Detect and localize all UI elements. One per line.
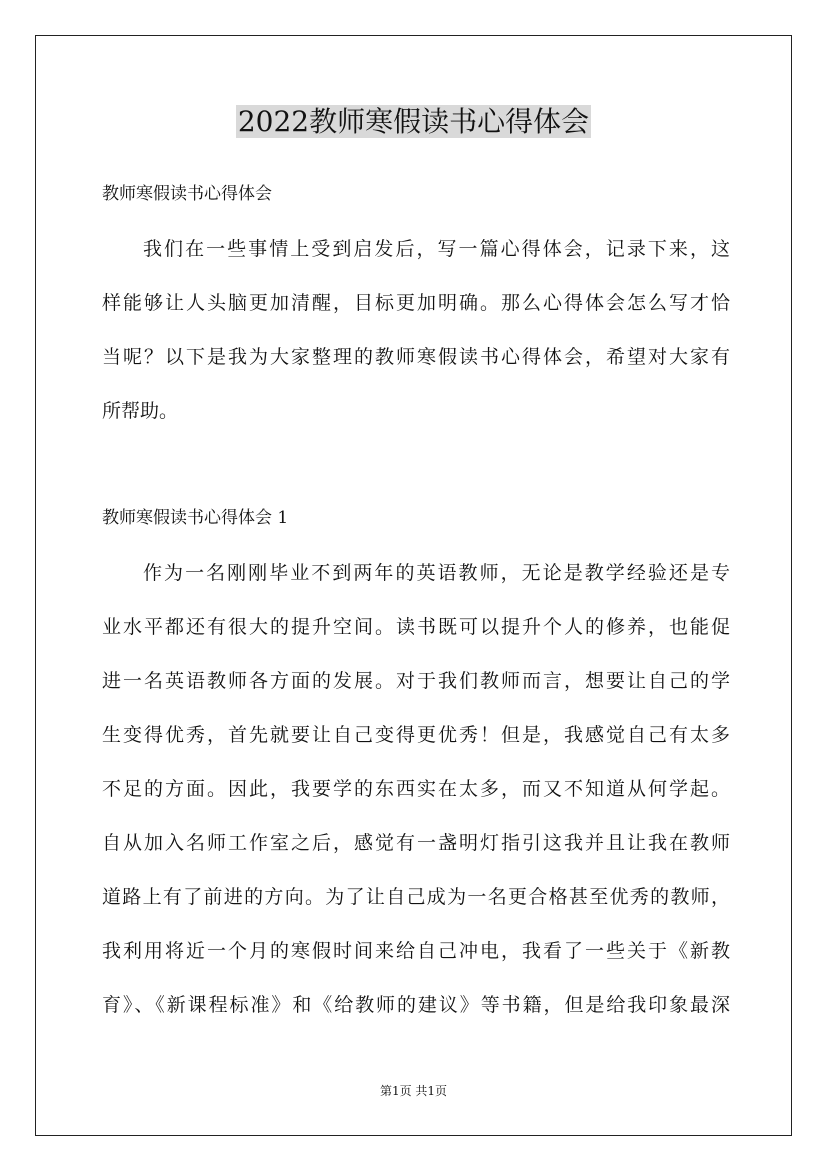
section-line-3: 进一名英语教师各方面的发展。对于我们教师而言，想要让自己的学	[102, 670, 730, 692]
section-line-5: 不足的方面。因此，我要学的东西实在太多，而又不知道从何学起。	[102, 778, 730, 800]
page-footer: 第1页 共1页	[379, 1084, 448, 1098]
document-title	[0, 100, 827, 144]
intro-line-2: 样能够让人头脑更加清醒，目标更加明确。那么心得体会怎么写才恰	[102, 292, 730, 314]
document-title-text: 2022教师寒假读书心得体会	[237, 105, 590, 138]
section-line-6: 自从加入名师工作室之后，感觉有一盏明灯指引这我并且让我在教师	[102, 832, 730, 854]
document-subtitle: 教师寒假读书心得体会	[102, 184, 272, 204]
section-line-1: 作为一名刚刚毕业不到两年的英语教师，无论是教学经验还是专	[143, 562, 730, 584]
section-line-4: 生变得优秀，首先就要让自己变得更优秀！但是，我感觉自己有太多	[102, 724, 730, 746]
intro-line-3: 当呢？以下是我为大家整理的教师寒假读书心得体会，希望对大家有	[102, 346, 730, 368]
section-heading: 教师寒假读书心得体会 1	[102, 508, 289, 528]
intro-line-1: 我们在一些事情上受到启发后，写一篇心得体会，记录下来，这	[143, 238, 730, 260]
section-line-9: 育》、《新课程标准》和《给教师的建议》等书籍，但是给我印象最深	[102, 994, 730, 1016]
intro-line-4: 所帮助。	[102, 400, 179, 422]
section-line-8: 我利用将近一个月的寒假时间来给自己冲电，我看了一些关于《新教	[102, 940, 730, 962]
section-line-7: 道路上有了前进的方向。为了让自己成为一名更合格甚至优秀的教师，	[102, 886, 730, 908]
section-line-2: 业水平都还有很大的提升空间。读书既可以提升个人的修养，也能促	[102, 616, 730, 638]
